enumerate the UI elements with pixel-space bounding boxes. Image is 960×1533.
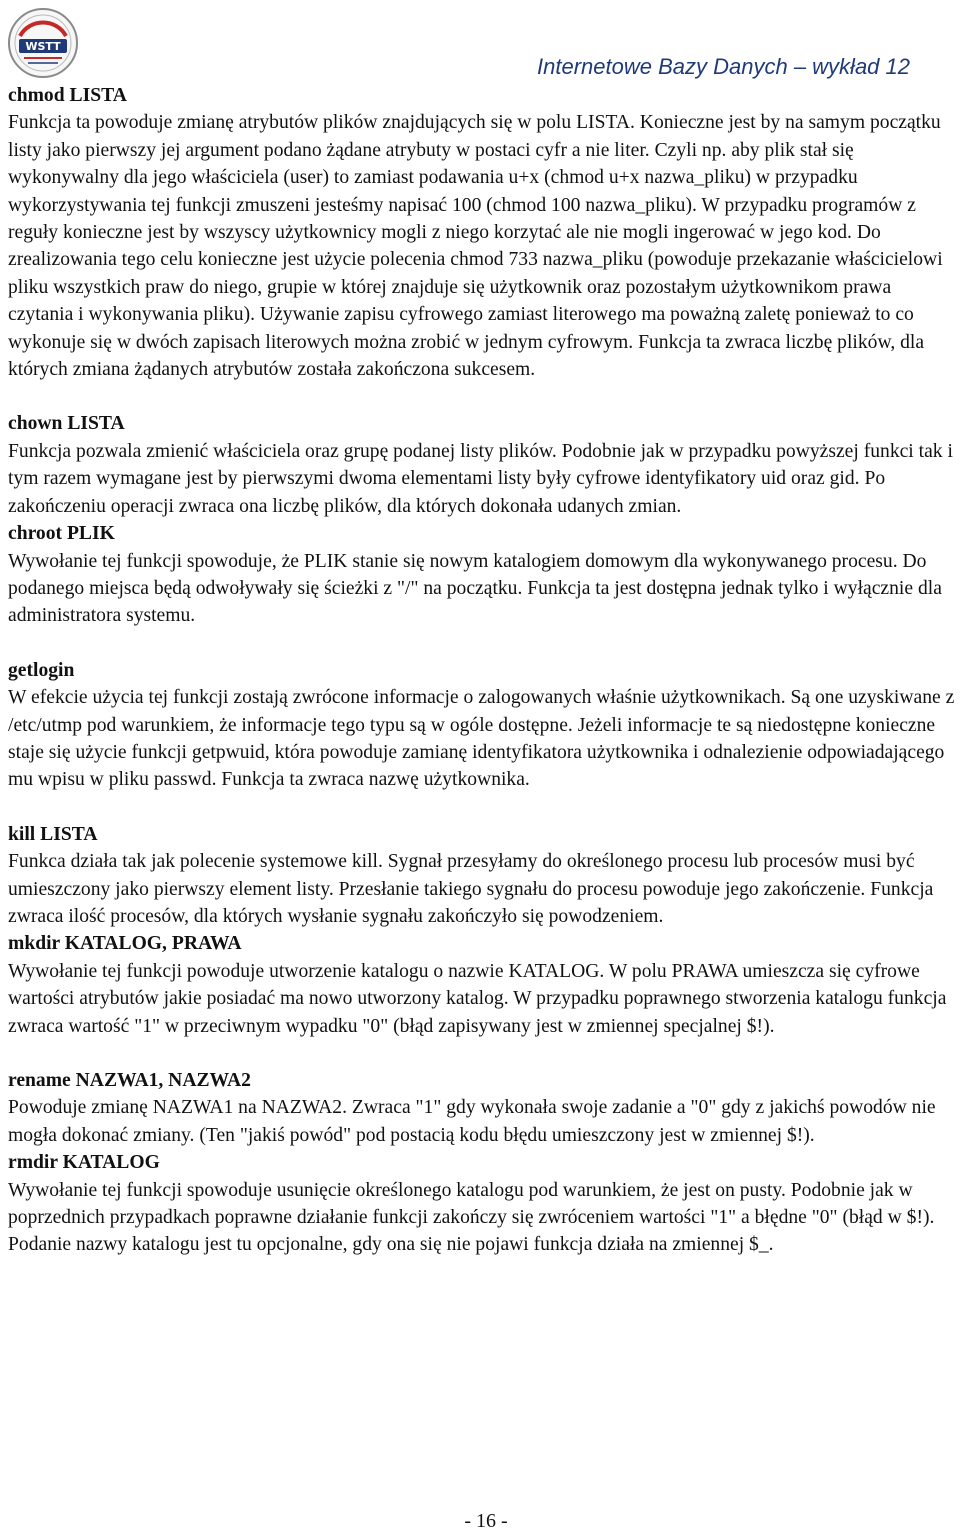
section-body: Wywołanie tej funkcji powoduje utworzenie katalogu o nazwie KATALOG. W polu PRAWA umieszcza się cyfrowe wartości atrybutów jakie posiadać ma nowo utworzony katalog. W przypadku poprawnego stworzenia katalogu funkcja zwraca wartość "1" w przeciwnym wypadku "0" (błąd zapisywany jest w zmiennej specjalnej $!). — [8, 960, 947, 1037]
spacer — [8, 1040, 960, 1067]
document-body — [8, 82, 960, 1259]
section-title: chown LISTA — [8, 413, 125, 435]
section-body: Funkcja pozwala zmienić właściciela oraz grupę podanej listy plików. Podobnie jak w przypadku powyższej funkci tak i tym razem wymagane jest by pierwszymi dwoma elementami listy były cyfrowe identyfikatory uid oraz gid. Po zakończeniu operacji zwraca ona liczbę plików, dla których dokonała udanych zmian. — [8, 440, 953, 517]
section-body: Powoduje zmianę NAZWA1 na NAZWA2. Zwraca "1" gdy wykonała swoje zadanie a "0" gdy z jakichś powodów nie mogła dokonać zmiany. (Ten "jakiś powód" pod postacią kodu błędu umieszczony jest w zmiennej $!). — [8, 1097, 936, 1146]
section-title: kill LISTA — [8, 823, 98, 845]
section-rename — [8, 1067, 960, 1149]
section-kill — [8, 821, 960, 931]
spacer — [8, 794, 960, 821]
section-title: rename NAZWA1, NAZWA2 — [8, 1070, 251, 1091]
section-rmdir — [8, 1149, 960, 1259]
header-title: Internetowe Bazy Danych – wykład 12 — [537, 54, 910, 79]
section-body: Funkca działa tak jak polecenie systemowe kill. Sygnał przesyłamy do określonego procesu lub procesów musi być umieszczony jako pierwszy element listy. Przesłanie takiego sygnału do procesu powoduje jego zakończenie. Funkcja zwraca ilość procesów, dla których wysłanie sygnału zakończyło się powodzeniem. — [8, 851, 934, 927]
section-title: chmod LISTA — [8, 85, 127, 106]
section-chown — [8, 410, 960, 520]
section-title: getlogin — [8, 659, 75, 681]
wstt-logo-icon — [6, 6, 80, 80]
section-title: rmdir KATALOG — [8, 1152, 160, 1174]
section-title: mkdir KATALOG, PRAWA — [8, 933, 242, 955]
section-title: chroot PLIK — [8, 523, 115, 545]
section-getlogin — [8, 657, 960, 794]
section-mkdir — [8, 930, 960, 1040]
spacer — [8, 630, 960, 657]
page-number: - 16 - — [464, 1510, 508, 1532]
section-body: Wywołanie tej funkcji spowoduje usunięcie określonego katalogu pod warunkiem, że jest on pusty. Podobnie jak w poprzednich przypadkach poprawne działanie funkcji zakończy się zwróceniem wartości "1" a błędne "0" (błąd w $!). Podanie nazwy katalogu jest tu opcjonalne, gdy ona się nie pojawi funkcja działa na zmiennej $_. — [8, 1179, 935, 1256]
spacer — [8, 383, 960, 410]
section-chmod — [8, 82, 960, 383]
svg-text:WSTT: WSTT — [25, 40, 61, 53]
section-chroot — [8, 520, 960, 630]
section-body: Funkcja ta powoduje zmianę atrybutów plików znajdujących się w polu LISTA. Konieczne jest by na samym początku listy jako pierwszy jej argument podano żądane atrybuty w postaci cyfr a nie liter. Czyli np. aby plik stał się wykonywalny dla jego właściciela (user) to zamiast podawania u+x (chmod u+x nazwa_pliku) w przypadku wykorzystywania tej funkcji zmuszeni jesteśmy napisać 100 (chmod 100 nazwa_pliku). W przypadku programów z reguły konieczne jest by wszyscy użytkownicy mogli z niego korzytać ale nie mogli ingerować w jego kod. Do zrealizowania tego celu konieczne jest użycie polecenia chmod 733 nazwa_pliku (powoduje przekazanie właścicielowi pliku wszystkich praw do niego, grupie w której znajduje się użytkownik oraz pozostałym użytkownikom prawa czytania i wykonywania pliku). Używanie zapisu cyfrowego zamiast literowego ma poważną zaletę ponieważ to co wykonuje się w dwóch zapisach literowych można zrobić w jednym cyfrowym. Funkcja ta zwraca liczbę plików, dla których zmiana żądanych atrybutów została zakończona sukcesem. — [8, 112, 943, 381]
section-body: Wywołanie tej funkcji spowoduje, że PLIK stanie się nowym katalogiem domowym dla wykonywanego procesu. Do podanego miejsca będą odwoływały się ścieżki z "/" na początku. Funkcja ta jest dostępna jednak tylko i wyłącznie dla administratora systemu. — [8, 550, 942, 627]
section-body: W efekcie użycia tej funkcji zostają zwrócone informacje o zalogowanych właśnie użytkownikach. Są one uzyskiwane z /etc/utmp pod warunkiem, że informacje tego typu są w ogóle dostępne. Jeżeli informacje te są niedostępne konieczne staje się użycie funkcji getpwuid, która powoduje zamianę identyfikatora użytkownika i odnalezienie odpowiadającego mu wpisu w pliku passwd. Funkcja ta zwraca nazwę użytkownika. — [8, 687, 955, 791]
